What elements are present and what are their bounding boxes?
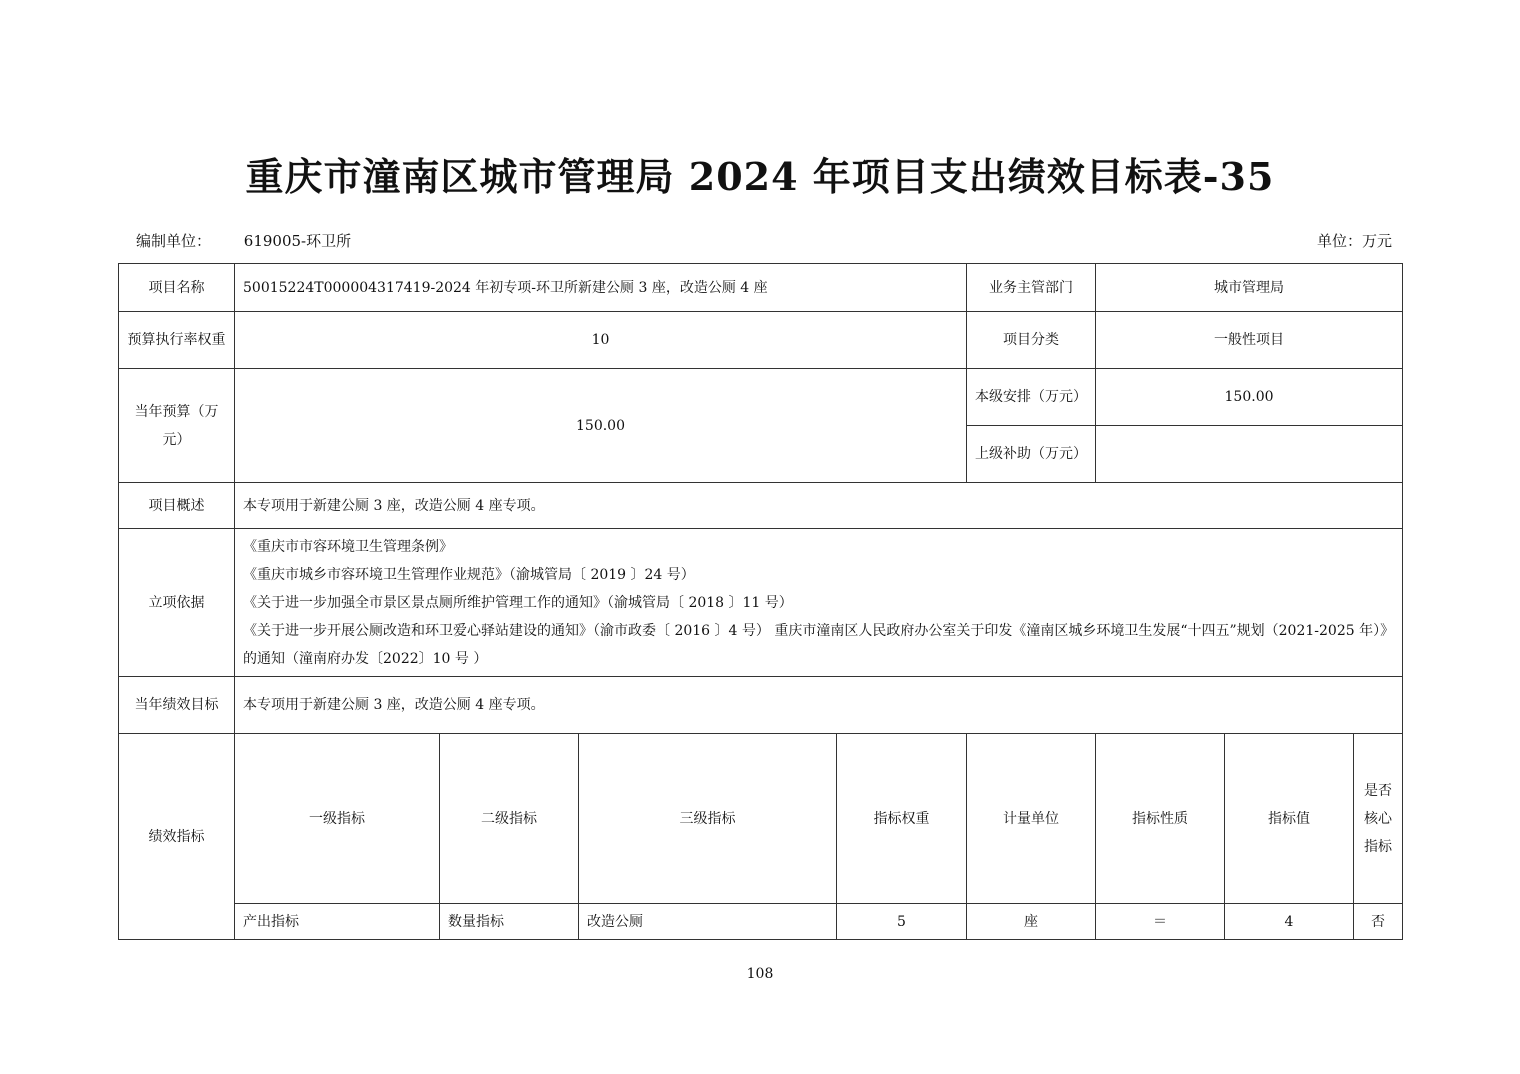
currency-unit: 单位：万元 [1316, 232, 1392, 250]
header-core: 是否核心指标 [1354, 734, 1403, 904]
row-basis [119, 529, 1403, 677]
indicator-nature: ＝ [1096, 904, 1225, 940]
compiling-unit-value: 619005-环卫所 [243, 232, 352, 250]
header-weight: 指标权重 [837, 734, 967, 904]
row-project-name [119, 264, 1403, 312]
row-budget [119, 369, 1403, 426]
header-level2: 二级指标 [440, 734, 579, 904]
basis-line: 《重庆市城乡市容环境卫生管理作业规范》（渝城管局〔 2019 〕24 号） [243, 566, 695, 583]
local-funding-label: 本级安排（万元） [967, 369, 1096, 426]
header-level1: 一级指标 [235, 734, 440, 904]
compiling-unit [136, 230, 351, 251]
indicators-label: 绩效指标 [119, 734, 235, 940]
row-exec-rate [119, 312, 1403, 369]
overview-value: 本专项用于新建公厕 3 座，改造公厕 4 座专项。 [235, 483, 1403, 529]
basis-line: 《关于进一步加强全市景区景点厕所维护管理工作的通知》（渝城管局〔 2018 〕11 号） [243, 594, 793, 611]
indicator-unit: 座 [967, 904, 1096, 940]
header-nature: 指标性质 [1096, 734, 1225, 904]
header-level3: 三级指标 [579, 734, 837, 904]
budget-label: 当年预算（万元） [119, 369, 235, 483]
basis-line: 《关于进一步开展公厕改造和环卫爱心驿站建设的通知》（渝市政委〔 2016 〕4 号） 重庆市潼南区人民政府办公室关于印发《潼南区城乡环境卫生发展“十四五”规划（2021-2025 年）》的通知（潼南府办发〔2022〕10 号 ） [243, 622, 1388, 667]
indicator-core: 否 [1354, 904, 1403, 940]
basis-value [235, 529, 1403, 677]
compiling-unit-label: 编制单位： [136, 232, 212, 250]
dept-value: 城市管理局 [1096, 264, 1403, 312]
indicator-weight: 5 [837, 904, 967, 940]
row-goal [119, 677, 1403, 734]
performance-table [118, 263, 1403, 940]
category-label: 项目分类 [967, 312, 1096, 369]
header-value: 指标值 [1225, 734, 1354, 904]
project-name-value: 50015224T000004317419-2024 年初专项-环卫所新建公厕 3 座，改造公厕 4 座 [235, 264, 967, 312]
basis-line: 《重庆市市容环境卫生管理条例》 [243, 538, 453, 555]
header-unit: 计量单位 [967, 734, 1096, 904]
overview-label: 项目概述 [119, 483, 235, 529]
basis-label: 立项依据 [119, 529, 235, 677]
goal-value: 本专项用于新建公厕 3 座，改造公厕 4 座专项。 [235, 677, 1403, 734]
table-row [119, 904, 1403, 940]
local-funding-value: 150.00 [1096, 369, 1403, 426]
row-overview [119, 483, 1403, 529]
goal-label: 当年绩效目标 [119, 677, 235, 734]
indicator-level2: 数量指标 [440, 904, 579, 940]
indicator-header-row [119, 734, 1403, 904]
indicator-level3: 改造公厕 [579, 904, 837, 940]
indicator-value: 4 [1225, 904, 1354, 940]
project-name-label: 项目名称 [119, 264, 235, 312]
category-value: 一般性项目 [1096, 312, 1403, 369]
dept-label: 业务主管部门 [967, 264, 1096, 312]
exec-rate-value: 10 [235, 312, 967, 369]
subsidy-label: 上级补助（万元） [967, 426, 1096, 483]
exec-rate-label: 预算执行率权重 [119, 312, 235, 369]
indicator-level1: 产出指标 [235, 904, 440, 940]
page-number: 108 [746, 966, 774, 982]
page-title: 重庆市潼南区城市管理局 2024 年项目支出绩效目标表-35 [245, 154, 1275, 199]
budget-value: 150.00 [235, 369, 967, 483]
subsidy-value [1096, 426, 1403, 483]
